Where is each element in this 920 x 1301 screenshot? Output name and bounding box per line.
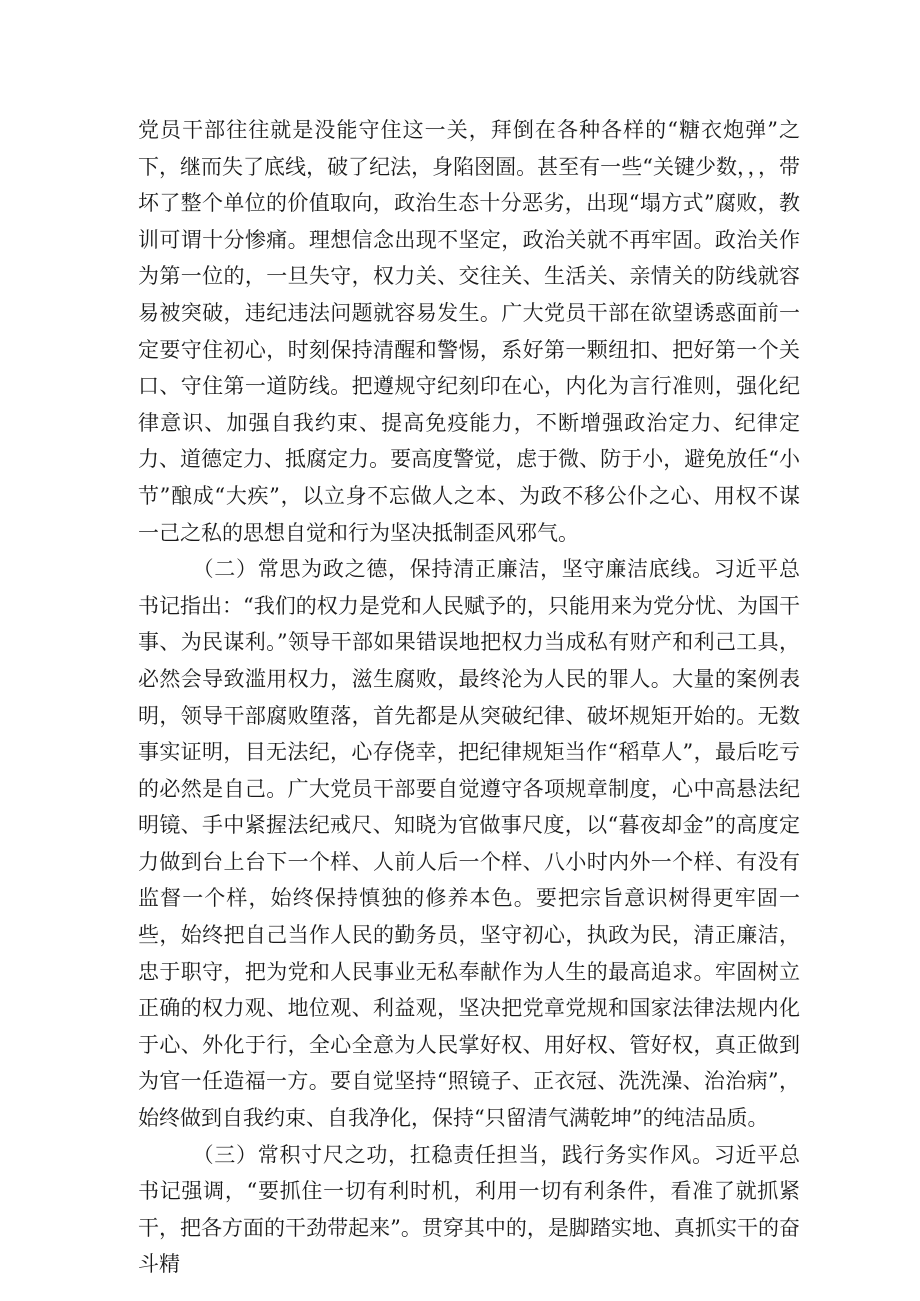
paragraph-1: 党员干部往往就是没能守住这一关，拜倒在各种各样的“糖衣炮弹”之下，继而失了底线，破了纪法，身陷囹圄。甚至有一些“关键少数，，，带坏了整个单位的价值取向，政治生态十分恶劣，出现“塌方式”腐败，教训可谓十分惨痛。理想信念出现不坚定，政治关就不再牢固。政治关作为第一位的，一旦失守，权力关、交往关、生活关、亲情关的防线就容易被突破，违纪违法问题就容易发生。广大党员干部在欲望诱惑面前一定要守住初心，时刻保持清醒和警惕，系好第一颗纽扣、把好第一个关口、守住第一道防线。把遵规守纪刻印在心，内化为言行准则，强化纪律意识、加强自我约束、提高免疫能力，不断增强政治定力、纪律定力、道德定力、抵腐定力。要高度警觉，虑于微、防于小，避免放任“小节”酿成“大疾”，以立身不忘做人之本、为政不移公仆之心、用权不谋一己之私的思想自觉和行为坚决抵制歪风邪气。 — [138, 118, 800, 545]
paragraph-2: （二）常思为政之德，保持清正廉洁，坚守廉洁底线。习近平总书记指出：“我们的权力是党和人民赋予的，只能用来为党分忧、为国干事、为民谋利。”领导干部如果错误地把权力当成私有财产和利己工具，必然会导致滥用权力，滋生腐败，最终沦为人民的罪人。大量的案例表明，领导干部腐败堕落，首先都是从突破纪律、破坏规矩开始的。无数事实证明，目无法纪，心存侥幸，把纪律规矩当作“稻草人”，最后吃亏的必然是自己。广大党员干部要自觉遵守各项规章制度，心中高悬法纪明镜、手中紧握法纪戒尺、知晓为官做事尺度，以“暮夜却金”的高度定力做到台上台下一个样、人前人后一个样、八小时内外一个样、有没有监督一个样，始终保持慎独的修养本色。要把宗旨意识树得更牢固一些，始终把自己当作人民的勤务员，坚守初心，执政为民，清正廉洁，忠于职守，把为党和人民事业无私奉献作为人生的最高追求。牢固树立正确的权力观、地位观、利益观，坚决把党章党规和国家法律法规内化于心、外化于行，全心全意为人民掌好权、用好权、管好权，真正做到为官一任造福一方。要自觉坚持“照镜子、正衣冠、洗洗澡、治治病”，始终做到自我约束、自我净化，保持“只留清气满乾坤”的纯洁品质。 — [138, 557, 800, 1131]
paragraph-3: （三）常积寸尺之功，扛稳责任担当，践行务实作风。习近平总书记强调，“要抓住一切有利时机，利用一切有利条件，看准了就抓紧干，把各方面的干劲带起来”。贯穿其中的，是脚踏实地、真抓实干的奋斗精 — [138, 1142, 800, 1277]
document-body — [138, 112, 800, 1283]
